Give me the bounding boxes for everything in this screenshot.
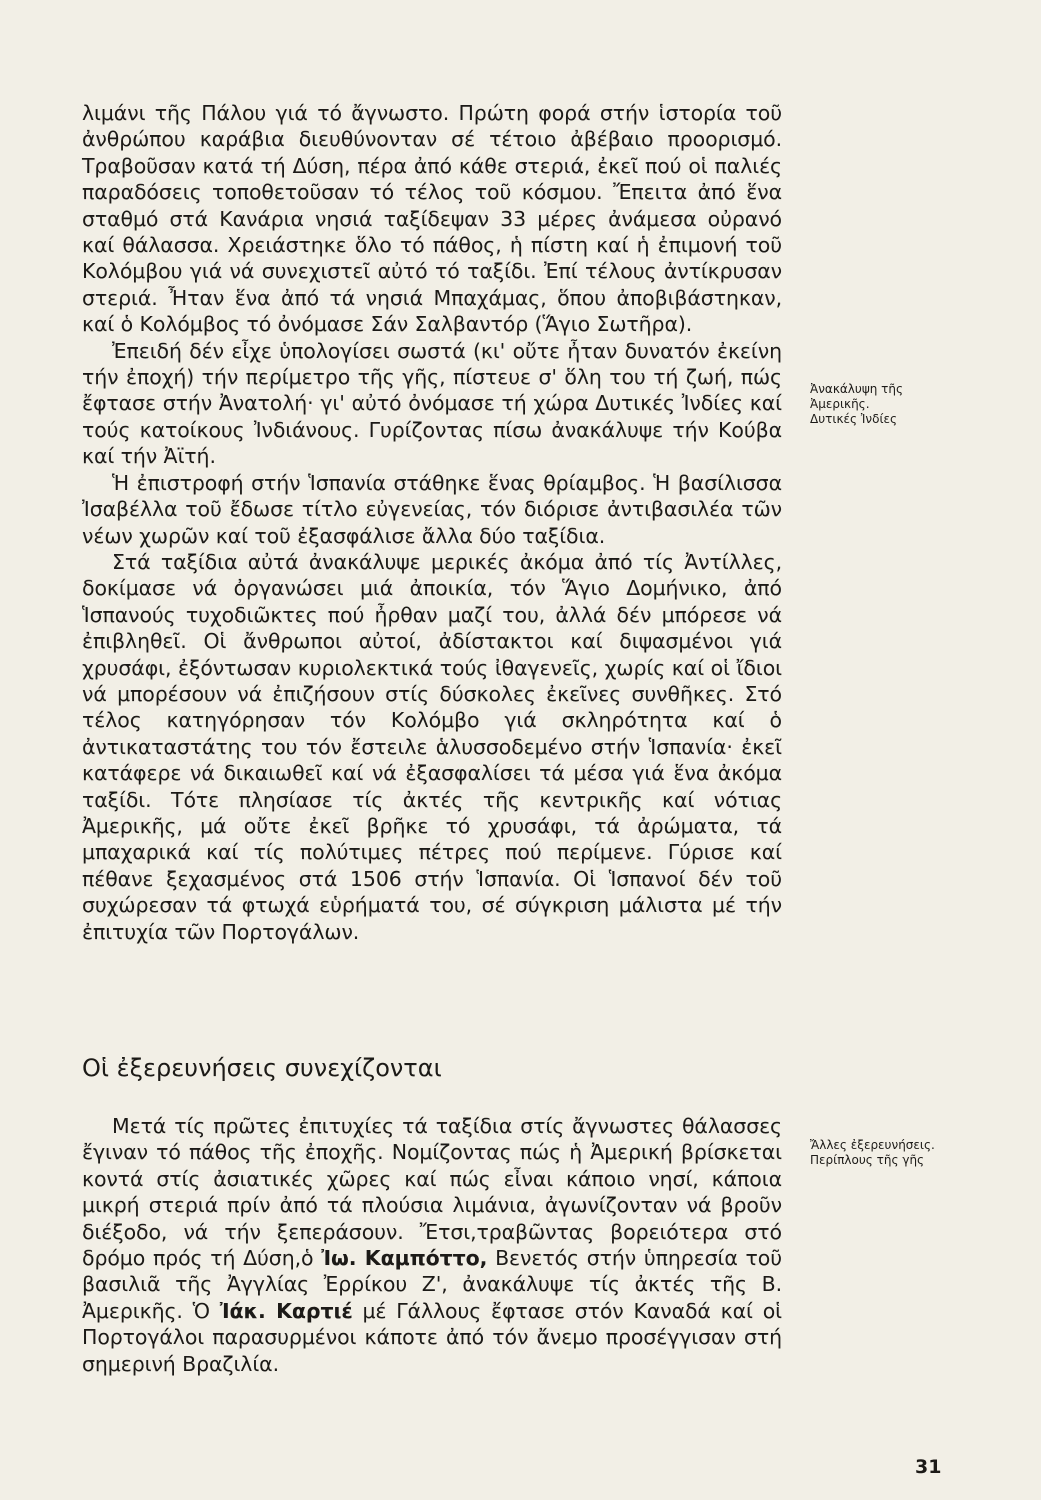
- margin-note-line: Ἄλλες ἐξερευνήσεις.: [810, 1138, 935, 1152]
- margin-note-line: Δυτικές Ἰνδίες: [810, 412, 898, 426]
- paragraph-4: Στά ταξίδια αὐτά ἀνακάλυψε μερικές ἀκόμα ἀπό τίς Ἀντίλλες, δοκίμασε νά ὀργανώσει μιά ἀποικία, τόν Ἅγιο Δομήνικο, ἀπό Ἱσπανούς τυχοδιῶκτες πού ἦρθαν μαζί του, ἀλλά δέν μπόρεσε νά ἐπιβληθεῖ. Οἱ ἄνθρωποι αὐτοί, ἀδίστακτοι καί διψασμένοι γιά χρυσάφι, ἐξόντωσαν κυριολεκτικά τούς ἰθαγενεῖς, χωρίς καί οἱ ἴδιοι νά μπορέσουν νά ἐπιζήσουν στίς δύσκολες ἐκεῖνες συνθῆκες. Στό τέλος κατηγόρησαν τόν Κολόμβο γιά σκληρότητα καί ὁ ἀντικαταστάτης του τόν ἔστειλε ἁλυσσοδεμένο στήν Ἱσπανία· ἐκεῖ κατάφερε νά δικαιωθεῖ καί νά ἐξασφαλίσει τά μέσα γιά ἕνα ἀκόμα ταξίδι. Τότε πλησίασε τίς ἀκτές τῆς κεντρικῆς καί νότιας Ἀμερικῆς, μά οὔτε ἐκεῖ βρῆκε τό χρυσάφι, τά ἀρώματα, τά μπαχαρικά καί τίς πολύτιμες πέτρες πού περίμενε. Γύρισε καί πέθανε ξεχασμένος στά 1506 στήν Ἱσπανία. Οἱ Ἱσπανοί δέν τοῦ συχώρεσαν τά φτωχά εὑρήματά του, σέ σύγκριση μάλιστα μέ τήν ἐπιτυχία τῶν Πορτογάλων.: [82, 549, 782, 944]
- margin-note-line: Περίπλους τῆς γῆς: [810, 1153, 925, 1167]
- margin-note-line: Ἀνακάλυψη τῆς: [810, 382, 904, 396]
- text-run: Μετά τίς πρῶτες ἐπιτυχίες τά ταξίδια στίς ἄγνωστες θάλασσες ἔγιναν τό πάθος τῆς ἐποχῆς. Νομίζοντας πώς ἡ Ἀμερική βρίσκεται κοντά στίς ἀσιατικές χῶρες καί πώς εἶναι κάποιο νησί, κάποια μικρή στεριά πρίν ἀπό τά πλούσια λιμάνια, ἀγωνίζονταν νά βροῦν διέξοδο, νά τήν ξεπεράσουν. Ἔτσι,τραβῶντας βορειότερα στό δρόμο πρός τή Δύση,ὁ: [82, 1114, 782, 1271]
- margin-note-discovery: [810, 382, 985, 427]
- main-text-top: [82, 100, 782, 945]
- text-run: μέ Γάλλους ἔφτασε στόν Καναδά καί οἱ Πορτογάλοι παρασυρμένοι κάποτε ἀπό τόν ἄνεμο προσέγγισαν στή σημερινή Βραζιλία.: [82, 1298, 782, 1376]
- margin-note-explorations: [810, 1138, 985, 1168]
- main-text-bottom: [82, 1113, 782, 1377]
- section-heading: Οἱ ἐξερευνήσεις συνεχίζονται: [82, 1054, 442, 1082]
- paragraph-1: λιμάνι τῆς Πάλου γιά τό ἄγνωστο. Πρώτη φορά στήν ἱστορία τοῦ ἀνθρώπου καράβια διευθύνονταν σέ τέτοιο ἀβέβαιο προορισμό. Τραβοῦσαν κατά τή Δύση, πέρα ἀπό κάθε στεριά, ἐκεῖ πού οἱ παλιές παραδόσεις τοποθετοῦσαν τό τέλος τοῦ κόσμου. Ἔπειτα ἀπό ἕνα σταθμό στά Κανάρια νησιά ταξίδεψαν 33 μέρες ἀνάμεσα οὐρανό καί θάλασσα. Χρειάστηκε ὅλο τό πάθος, ἡ πίστη καί ἡ ἐπιμονή τοῦ Κολόμβου γιά νά συνεχιστεῖ αὐτό τό ταξίδι. Ἐπί τέλους ἀντίκρυσαν στεριά. Ἦταν ἕνα ἀπό τά νησιά Μπαχάμας, ὅπου ἀποβιβάστηκαν, καί ὁ Κολόμβος τό ὀνόμασε Σάν Σαλβαντόρ (Ἅγιο Σωτῆρα).: [82, 101, 782, 337]
- bold-name-cabot: Ἰω. Καμπόττο,: [321, 1246, 488, 1271]
- paragraph-2: Ἐπειδή δέν εἶχε ὑπολογίσει σωστά (κι' οὔτε ἦταν δυνατόν ἐκείνη τήν ἐποχή) τήν περίμετρο τῆς γῆς, πίστευε σ' ὅλη του τή ζωή, πώς ἔφτασε στήν Ἀνατολή· γι' αὐτό ὀνόμασε τή χώρα Δυτικές Ἰνδίες καί τούς κατοίκους Ἰνδιάνους. Γυρίζοντας πίσω ἀνακάλυψε τήν Κούβα καί τήν Ἀϊτή.: [82, 338, 782, 469]
- bold-name-cartier: Ἰάκ. Καρτιέ: [219, 1298, 353, 1323]
- text-run: Βενετός στήν ὑπηρεσία τοῦ βασιλιᾶ τῆς Ἀγγλίας Ἐρρίκου Ζ', ἀνακάλυψε τίς ἀκτές τῆς Β. Ἀμερικῆς. Ὁ: [82, 1246, 782, 1323]
- paragraph-5: [82, 1113, 782, 1377]
- page-number: 31: [915, 1456, 942, 1478]
- margin-note-line: Ἀμερικῆς.: [810, 397, 870, 411]
- paragraph-3: Ἡ ἐπιστροφή στήν Ἱσπανία στάθηκε ἕνας θρίαμβος. Ἡ βασίλισσα Ἰσαβέλλα τοῦ ἔδωσε τίτλο εὐγενείας, τόν διόρισε ἀντιβασιλέα τῶν νέων χωρῶν καί τοῦ ἐξασφάλισε ἄλλα δύο ταξίδια.: [82, 470, 782, 548]
